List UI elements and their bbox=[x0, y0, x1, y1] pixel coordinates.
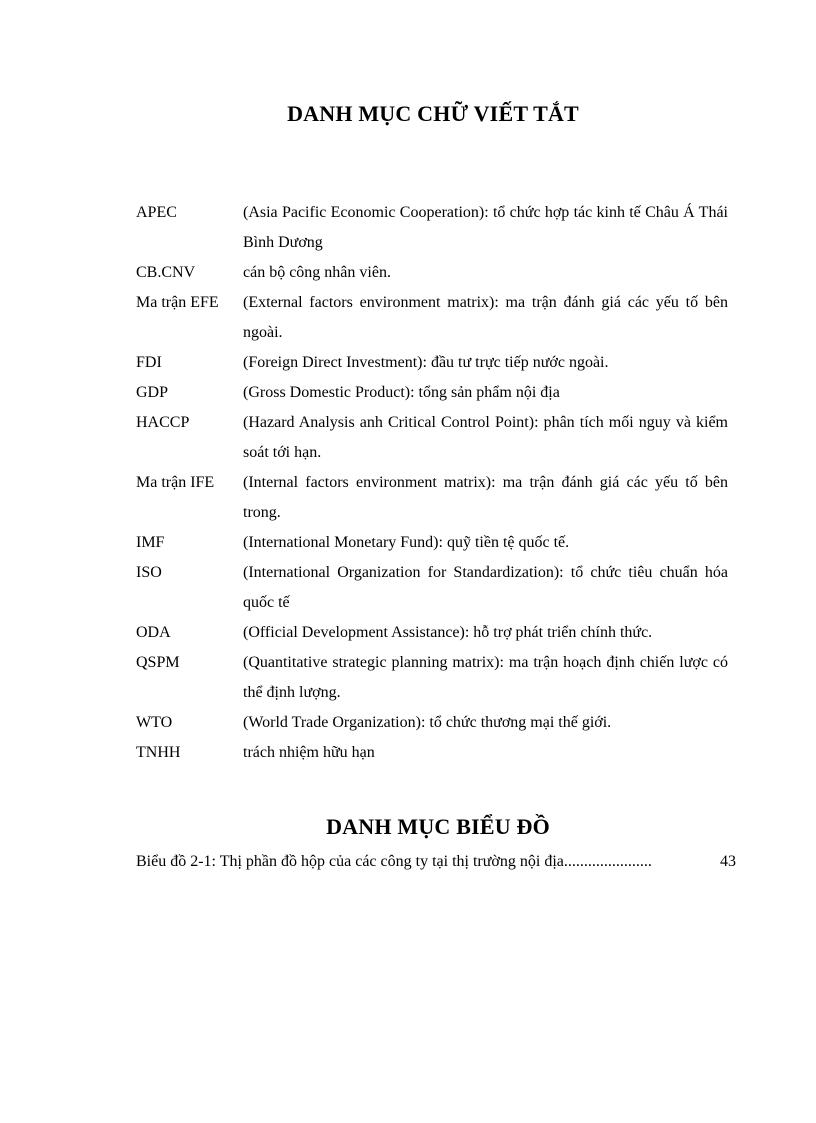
abbreviation-row bbox=[136, 288, 728, 348]
abbreviation-term: IMF bbox=[136, 534, 165, 551]
abbreviation-row bbox=[136, 348, 728, 378]
abbreviation-row bbox=[136, 618, 728, 648]
abbreviation-definition: (International Monetary Fund): quỹ tiền tệ quốc tế. bbox=[243, 534, 570, 551]
chart-entry-label: Biểu đồ 2-1: Thị phần đồ hộp của các công ty tại thị trường nội địa bbox=[136, 853, 564, 870]
abbreviation-definition: (Internal factors environment matrix): ma trận đánh giá các yếu tố bên trong. bbox=[243, 474, 728, 521]
abbreviation-row bbox=[136, 558, 728, 618]
abbreviation-row bbox=[136, 378, 728, 408]
abbreviation-term: CB.CNV bbox=[136, 264, 196, 281]
abbreviation-definition: (Foreign Direct Investment): đầu tư trực tiếp nước ngoài. bbox=[243, 354, 609, 371]
abbreviation-term: APEC bbox=[136, 204, 177, 221]
abbreviation-term: WTO bbox=[136, 714, 173, 731]
abbreviation-term: ODA bbox=[136, 624, 171, 641]
abbreviation-definition: (External factors environment matrix): ma trận đánh giá các yếu tố bên ngoài. bbox=[243, 294, 728, 341]
abbreviation-definition: trách nhiệm hữu hạn bbox=[243, 744, 375, 761]
abbreviation-term: HACCP bbox=[136, 414, 190, 431]
chart-entry-page-number: 43 bbox=[720, 853, 736, 870]
abbreviation-row bbox=[136, 258, 728, 288]
abbreviation-term: QSPM bbox=[136, 654, 180, 671]
abbreviation-row bbox=[136, 528, 728, 558]
abbreviation-term: GDP bbox=[136, 384, 169, 401]
abbreviation-definition: (World Trade Organization): tổ chức thương mại thế giới. bbox=[243, 714, 612, 731]
abbreviation-definition: (Gross Domestic Product): tổng sản phẩm nội địa bbox=[243, 384, 560, 401]
charts-list-heading: DANH MỤC BIỂU ĐỒ bbox=[326, 814, 550, 839]
abbreviations-heading: DANH MỤC CHỮ VIẾT TẮT bbox=[287, 101, 579, 126]
abbreviation-row bbox=[136, 468, 728, 528]
abbreviation-definition: (Asia Pacific Economic Cooperation): tổ chức hợp tác kinh tế Châu Á Thái Bình Dương bbox=[243, 204, 728, 251]
abbreviation-term: FDI bbox=[136, 354, 162, 371]
chart-list-entry[interactable] bbox=[136, 850, 736, 874]
abbreviation-term: ISO bbox=[136, 564, 162, 581]
abbreviation-row bbox=[136, 408, 728, 468]
abbreviation-list bbox=[136, 198, 728, 768]
abbreviation-definition: cán bộ công nhân viên. bbox=[243, 264, 391, 281]
abbreviation-definition: (International Organization for Standardization): tổ chức tiêu chuẩn hóa quốc tế bbox=[243, 564, 728, 611]
abbreviation-term: Ma trận EFE bbox=[136, 294, 219, 311]
abbreviation-definition: (Official Development Assistance): hỗ trợ phát triển chính thức. bbox=[243, 624, 653, 641]
abbreviation-term: Ma trận IFE bbox=[136, 474, 215, 491]
abbreviation-row bbox=[136, 708, 728, 738]
abbreviation-row bbox=[136, 198, 728, 258]
abbreviation-definition: (Quantitative strategic planning matrix): ma trận hoạch định chiến lược có thể định lượng. bbox=[243, 654, 728, 701]
abbreviation-row bbox=[136, 648, 728, 708]
chart-entry-leader-dots: ...................... bbox=[563, 853, 652, 870]
abbreviation-term: TNHH bbox=[136, 744, 181, 761]
abbreviation-definition: (Hazard Analysis anh Critical Control Point): phân tích mối nguy và kiểm soát tới hạn. bbox=[243, 414, 728, 461]
abbreviation-row bbox=[136, 738, 728, 768]
